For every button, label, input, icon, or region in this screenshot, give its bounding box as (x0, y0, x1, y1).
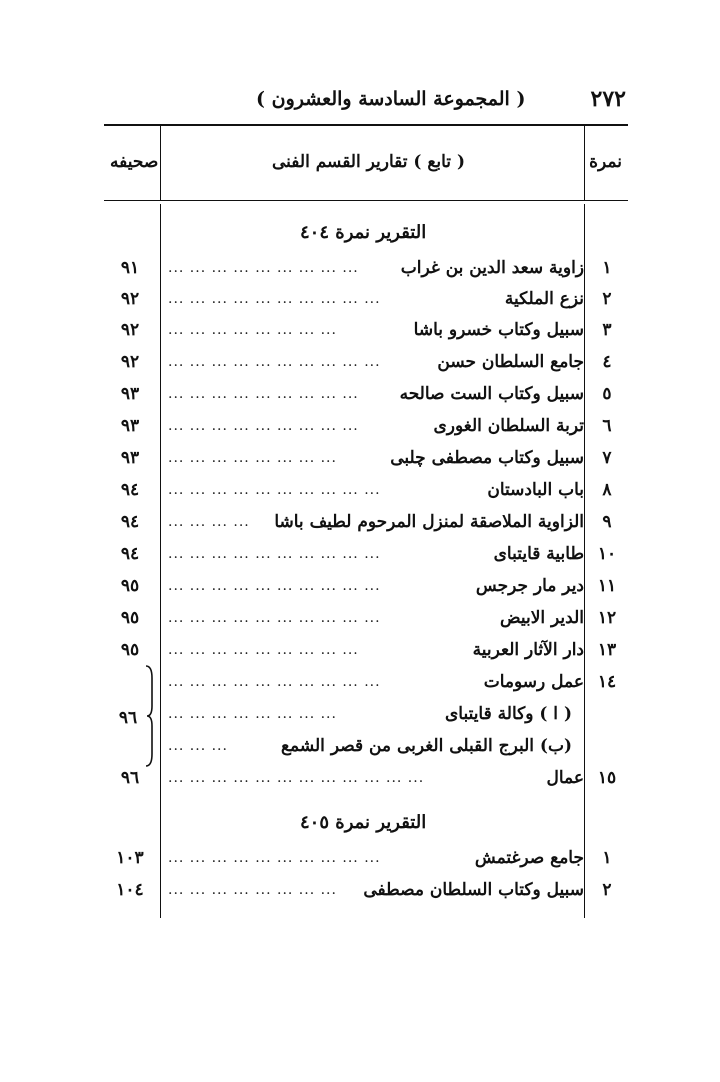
row-title: جامع صرغتمش (474, 848, 584, 868)
row-title: عمل رسومات (483, 672, 584, 692)
row-number: ٧ (602, 448, 612, 468)
running-head (106, 86, 626, 122)
row-page: ٩٤ (120, 544, 140, 564)
dot-leader: ... ... ... ... ... ... ... ... ... ... (168, 610, 381, 626)
header-divider-left (160, 126, 161, 200)
row-page: ٩٥ (120, 640, 140, 660)
title-column-header: ( تابع ) تقارير القسم الفنى (272, 152, 465, 172)
table-row (104, 446, 628, 476)
row-number: ١٢ (597, 608, 617, 628)
dot-leader: ... ... ... ... ... ... ... ... ... ... ... ... (168, 770, 425, 786)
dot-leader: ... ... ... (168, 738, 228, 754)
table-row (104, 382, 628, 412)
row-number: ٢ (602, 880, 612, 900)
row-title: باب البادستان (487, 480, 584, 500)
sub-item-title: (ب) البرج القبلى الغربى من قصر الشمع (280, 736, 572, 756)
dot-leader: ... ... ... ... ... ... ... ... ... ... (168, 482, 381, 498)
sub-item (104, 734, 628, 764)
row-number: ١١ (597, 576, 617, 596)
row-number: ١٣ (597, 640, 617, 660)
table-row (104, 638, 628, 668)
table-row (104, 318, 628, 348)
table-row (104, 878, 628, 908)
number-column-header: نمرة (589, 152, 622, 172)
row-title: الزاوية الملاصقة لمنزل المرحوم لطيف باشا (274, 512, 584, 532)
row-title: سبيل وكتاب الست صالحه (399, 384, 584, 404)
page-number: ٢٧٢ (590, 86, 626, 112)
table-row (104, 414, 628, 444)
dot-leader: ... ... ... ... ... ... ... ... ... ... (168, 578, 381, 594)
row-number: ٩ (602, 512, 612, 532)
bracketed-page: ٩٦ (118, 708, 138, 728)
header-divider-right (584, 126, 585, 200)
table-row (104, 510, 628, 540)
table-row (104, 256, 628, 286)
page-column-header: صحيفه (110, 152, 159, 172)
row-page: ٩٢ (120, 320, 140, 340)
sub-item (104, 702, 628, 732)
table-row (104, 606, 628, 636)
table-row (104, 542, 628, 572)
table-row (104, 574, 628, 604)
row-page: ٩٥ (120, 608, 140, 628)
row-title: عمال (546, 768, 584, 788)
row-title: دير مار جرجس (475, 576, 584, 596)
row-number: ٦ (602, 416, 612, 436)
header-rule (104, 200, 628, 201)
dot-leader: ... ... ... ... ... ... ... ... ... ... (168, 354, 381, 370)
row-number: ١٥ (597, 768, 617, 788)
series-title: ( المجموعة السادسة والعشرون ) (256, 88, 526, 110)
row-number: ١٠ (597, 544, 617, 564)
row-number: ٣ (602, 320, 612, 340)
dot-leader: ... ... ... ... ... ... ... ... ... (168, 260, 359, 276)
dot-leader: ... ... ... ... ... ... ... ... ... ... (168, 291, 381, 307)
row-number: ٤ (602, 352, 612, 372)
dot-leader: ... ... ... ... ... ... ... ... ... ... (168, 674, 381, 690)
row-number: ١ (602, 258, 612, 278)
row-page: ٩٢ (120, 289, 140, 309)
dot-leader: ... ... ... ... ... ... ... ... ... ... (168, 850, 381, 866)
row-number: ٢ (602, 289, 612, 309)
row-page: ٩٢ (120, 352, 140, 372)
row-title: تربة السلطان الغورى (433, 416, 584, 436)
sub-item-title: ( ا ) وكالة قايتباى (444, 704, 572, 724)
row-number: ١٤ (597, 672, 617, 692)
top-rule (104, 124, 628, 126)
dot-leader: ... ... ... ... (168, 514, 250, 530)
row-number: ١ (602, 848, 612, 868)
row-title: دار الآثار العربية (472, 640, 584, 660)
table-row (104, 766, 628, 796)
row-title: جامع السلطان حسن (437, 352, 584, 372)
row-number: ٥ (602, 384, 612, 404)
section-title: التقرير نمرة ٤٠٥ (300, 812, 427, 833)
row-page: ٩٣ (120, 384, 140, 404)
row-page: ١٠٣ (116, 848, 144, 868)
dot-leader: ... ... ... ... ... ... ... ... (168, 322, 337, 338)
row-page: ٩٤ (120, 512, 140, 532)
table-row (104, 287, 628, 317)
row-title: الدير الابيض (500, 608, 584, 628)
section-title: التقرير نمرة ٤٠٤ (300, 222, 427, 243)
row-page: ٩٥ (120, 576, 140, 596)
row-page: ٩٣ (120, 448, 140, 468)
row-page: ٩٣ (120, 416, 140, 436)
dot-leader: ... ... ... ... ... ... ... ... ... (168, 386, 359, 402)
dot-leader: ... ... ... ... ... ... ... ... (168, 882, 337, 898)
table-row (104, 670, 628, 700)
table-row (104, 846, 628, 876)
row-page: ٩١ (120, 258, 140, 278)
row-number: ٨ (602, 480, 612, 500)
row-page: ٩٤ (120, 480, 140, 500)
row-title: سبيل وكتاب مصطفى چلبى (390, 448, 584, 468)
table-row (104, 478, 628, 508)
dot-leader: ... ... ... ... ... ... ... ... ... ... (168, 546, 381, 562)
row-title: طابية قايتباى (493, 544, 584, 564)
row-title: زاوية سعد الدين بن غراب (400, 258, 584, 278)
dot-leader: ... ... ... ... ... ... ... ... (168, 450, 337, 466)
row-title: سبيل وكتاب السلطان مصطفى (363, 880, 584, 900)
row-title: نزع الملكية (504, 289, 584, 309)
table-row (104, 350, 628, 380)
row-page: ١٠٤ (116, 880, 144, 900)
dot-leader: ... ... ... ... ... ... ... ... (168, 706, 337, 722)
row-page: ٩٦ (120, 768, 140, 788)
row-title: سبيل وكتاب خسرو باشا (413, 320, 584, 340)
dot-leader: ... ... ... ... ... ... ... ... ... (168, 418, 359, 434)
dot-leader: ... ... ... ... ... ... ... ... ... (168, 642, 359, 658)
